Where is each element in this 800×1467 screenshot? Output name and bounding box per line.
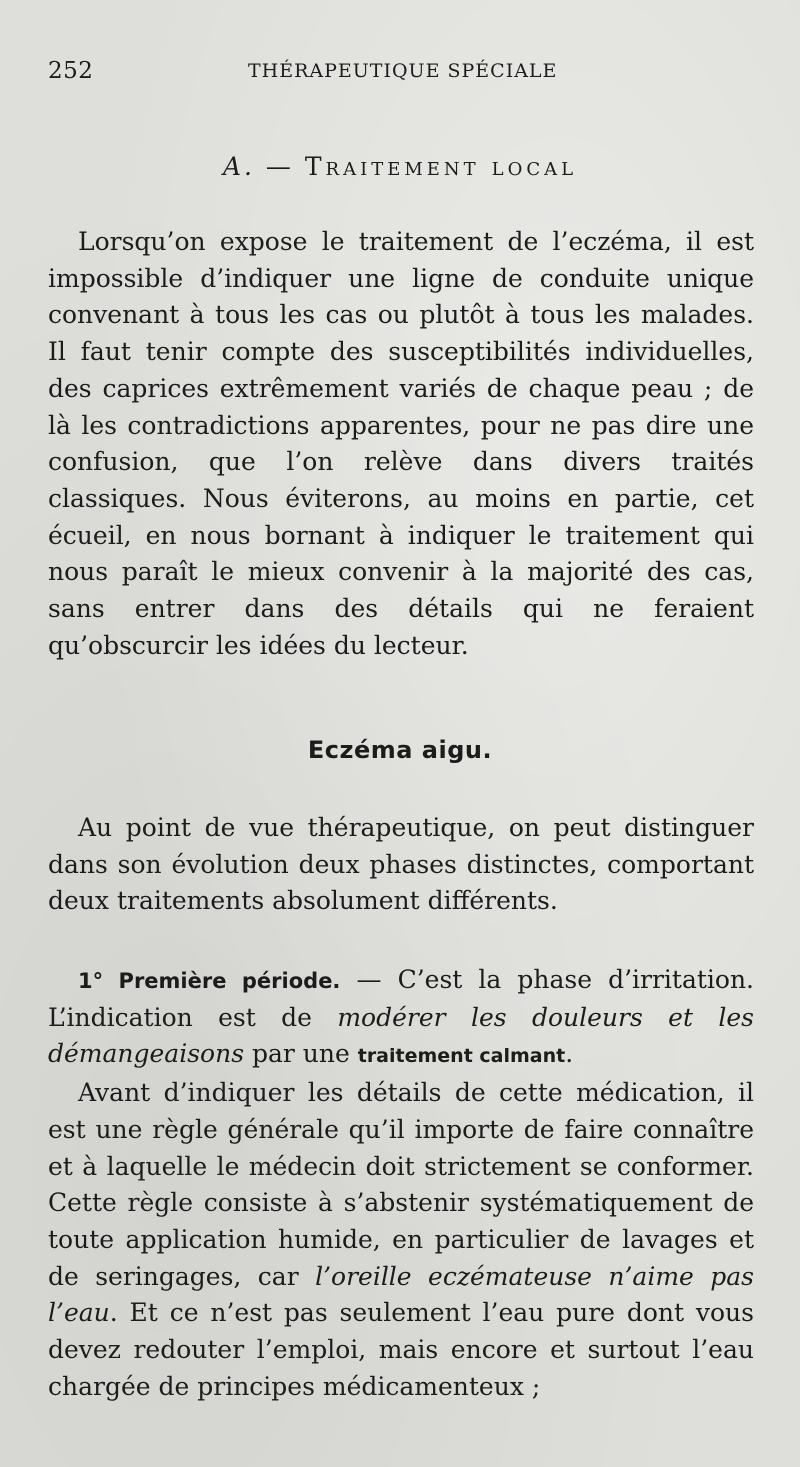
intro-paragraph-block (48, 224, 754, 664)
section-dash: — (254, 152, 305, 181)
first-period-italic: modérer les douleurs et les démangeaisons (48, 1002, 754, 1069)
first-period-lead: 1° Première période. (78, 969, 341, 993)
calming-treatment-term: traitement calmant (357, 1045, 566, 1068)
subheading-eczema-aigu: Eczéma aigu. (307, 736, 493, 764)
first-period-end: . (565, 1039, 574, 1069)
section-title: Traitement local (304, 152, 578, 181)
first-period-middle: par une (244, 1039, 358, 1069)
section-letter: A. (222, 152, 255, 181)
intro-paragraph: Lorsqu’on expose le traitement de l’eczéma, il est impossible d’indiquer une ligne de conduite unique convenant à tous les cas ou plutôt à tous les malades. Il faut tenir compte des susceptibilités individuelles, des caprices extrêmement variés de chaque peau ; de là les contradictions apparentes, pour ne pas dire une confusion, que l’on relève dans divers traités classiques. Nous éviterons, au moins en partie, cet écueil, en nous bornant à indiquer le traitement qui nous paraît le mieux convenir à la majorité des cas, sans entrer dans des détails qui ne feraient qu’obscurcir les idées du lecteur. (48, 227, 754, 660)
first-period-text: — C’est la phase d’irritation. L’indication est de (48, 965, 755, 1032)
running-title: THÉRAPEUTIQUE SPÉCIALE (248, 60, 558, 82)
first-period-paragraph (48, 962, 754, 1075)
rule-paragraph-end: . Et ce n’est pas seulement l’eau pure dont vous devez redouter l’emploi, mais encore et surtout l’eau chargée de principes médicamenteux ; (48, 1298, 754, 1401)
section-heading (0, 152, 800, 181)
first-period-block (48, 962, 754, 1405)
therapeutic-paragraph: Au point de vue thérapeutique, on peut distinguer dans son évolution deux phases distinctes, comportant deux traitements absolument différents. (48, 813, 754, 916)
rule-paragraph-italic: l’oreille eczémateuse n’aime pas l’eau (48, 1261, 754, 1328)
rule-paragraph (48, 1075, 754, 1405)
therapeutic-paragraph-block (48, 810, 754, 920)
running-head (48, 58, 752, 92)
page-number: 252 (48, 58, 94, 84)
rule-paragraph-start: Avant d’indiquer les détails de cette médication, il est une règle générale qu’il importe de faire connaître et à laquelle le médecin doit strictement se conformer. Cette règle consiste à s’abstenir systématiquement de toute application humide, en particulier de lavages et de seringages, car (48, 1078, 754, 1291)
